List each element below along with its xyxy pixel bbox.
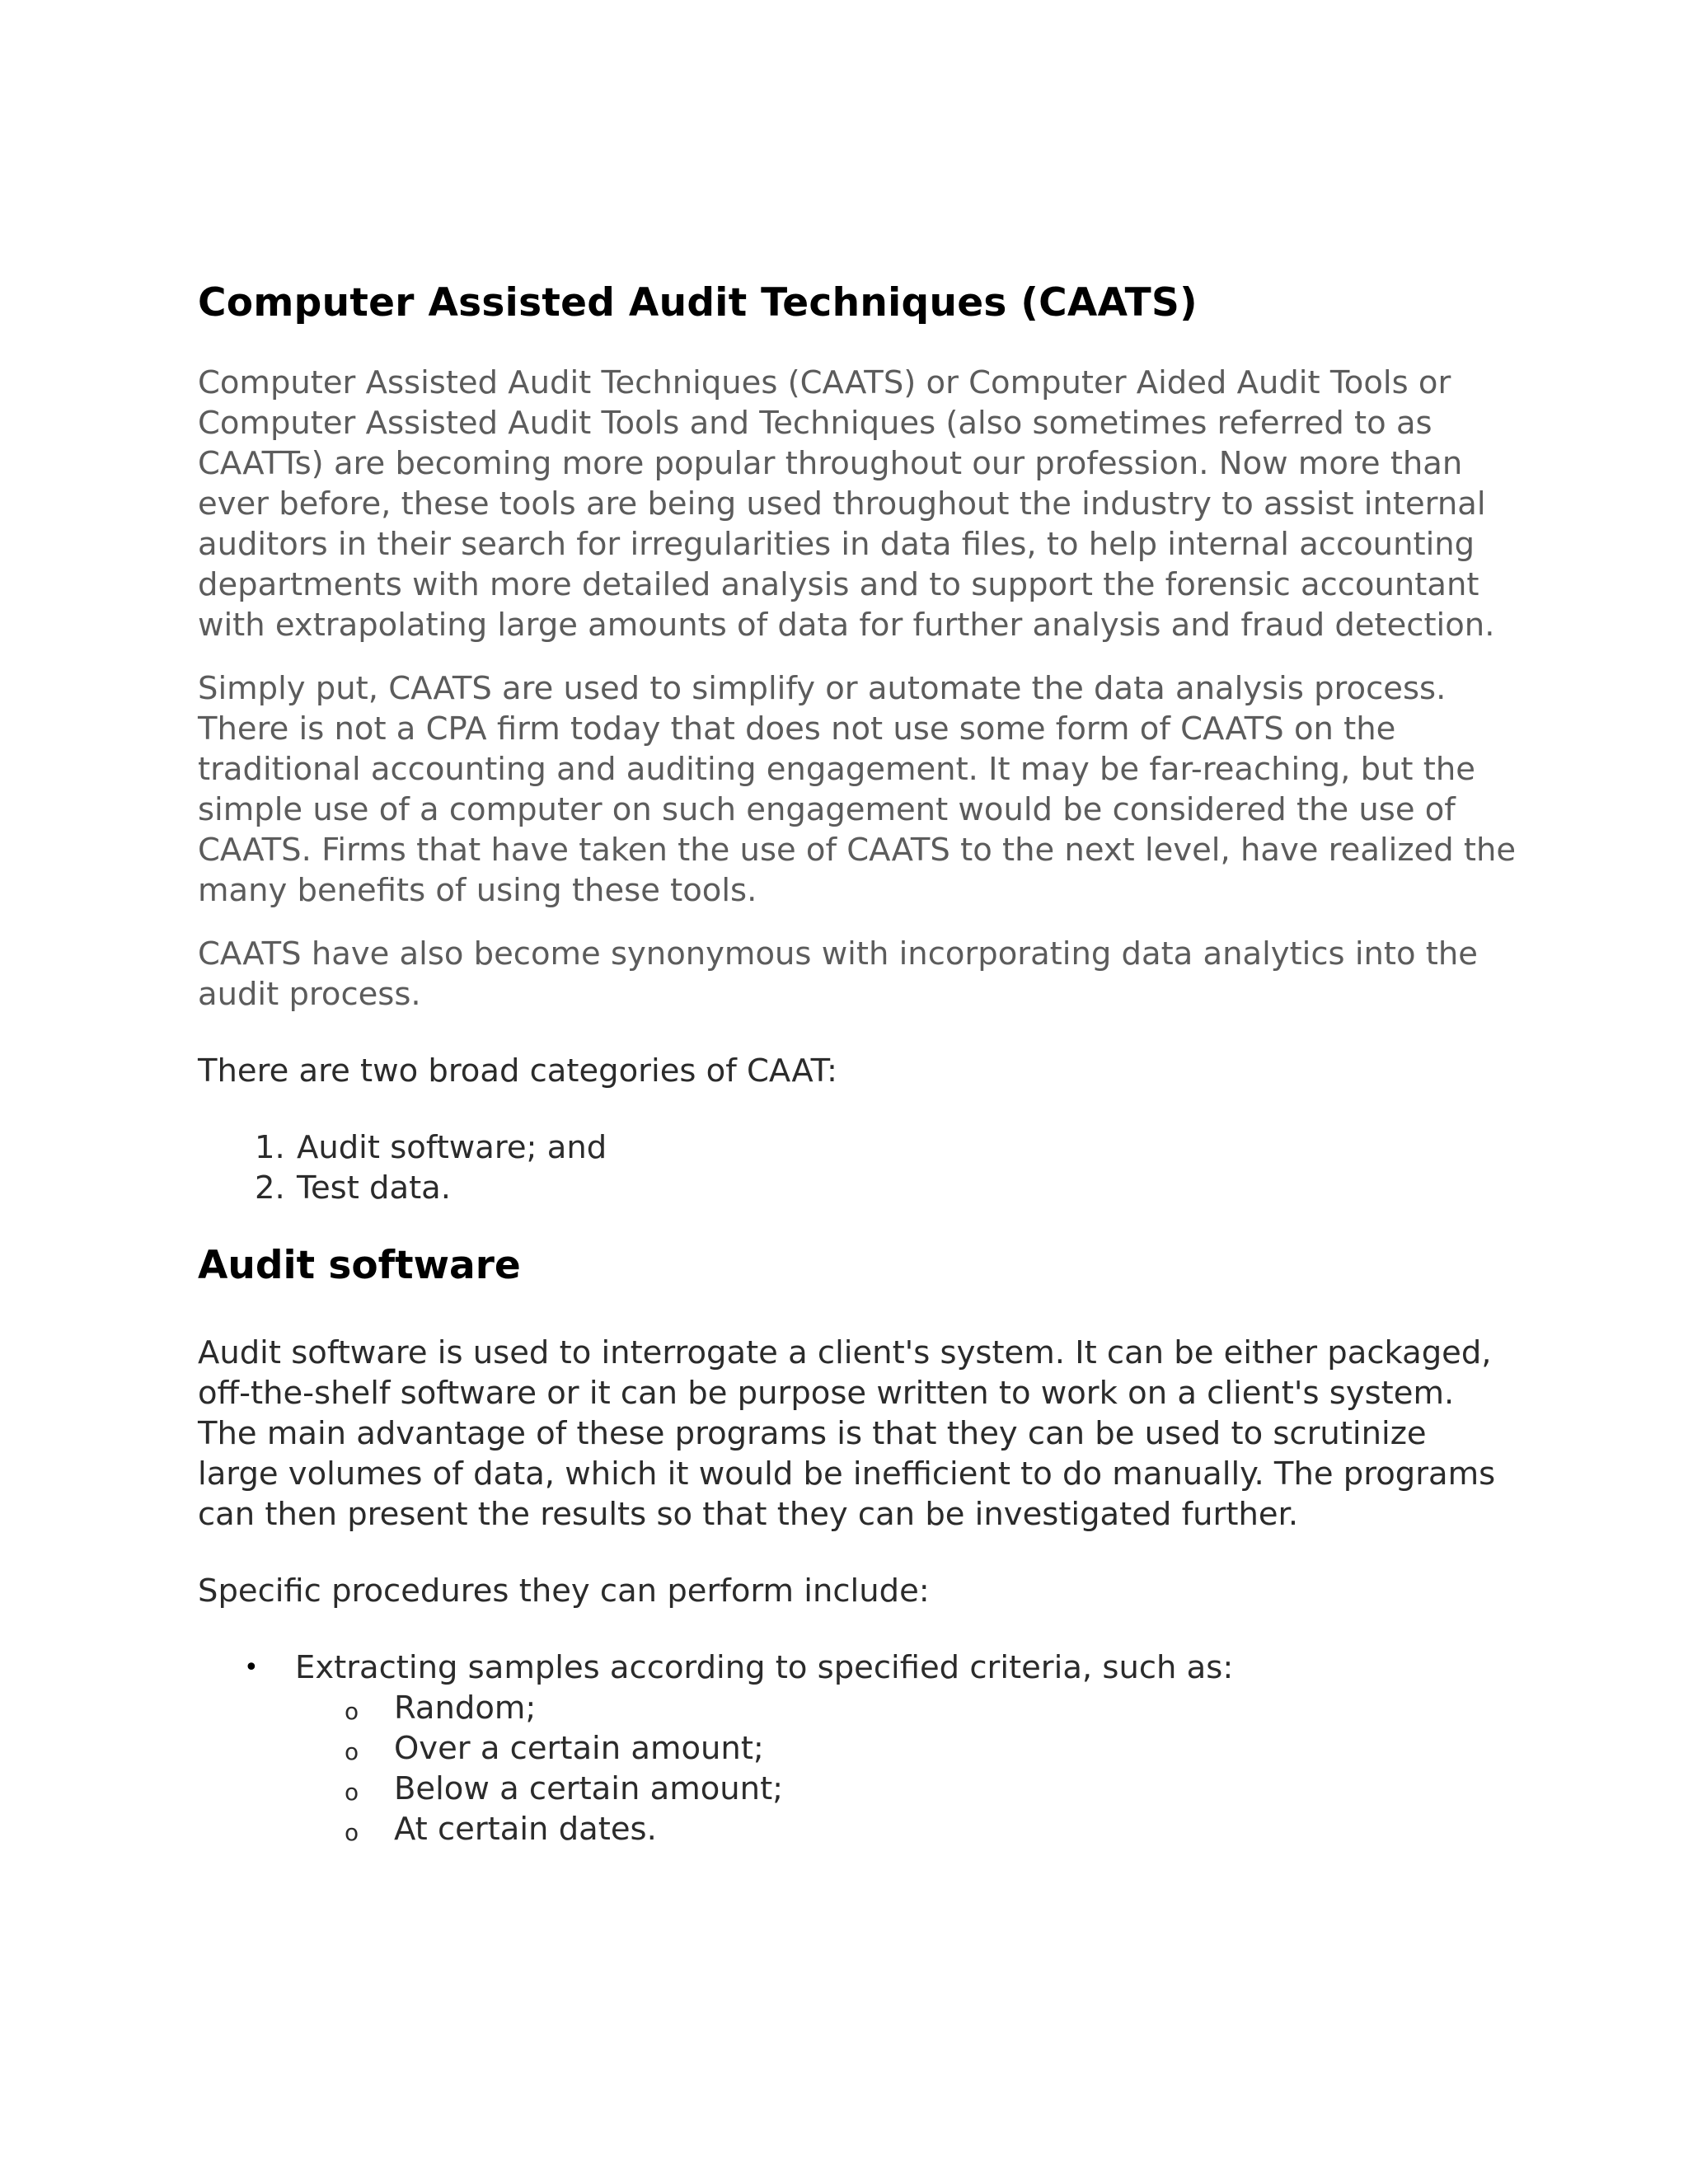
- list-item: 2. Test data.: [295, 1168, 1517, 1208]
- intro-paragraph-2: Simply put, CAATS are used to simplify or automate the data analysis process. There is not a CPA firm today that does not use some form of CAATS on the traditional accounting and auditing engagement. It may be far-reaching, but the simple use of a computer on such engagement would be considered the use of CAATS. Firms that have taken the use of CAATS to the next level, have realized the many benefits of using these tools.: [198, 670, 1517, 910]
- document-title: Computer Assisted Audit Techniques (CAATS): [198, 280, 1198, 326]
- criteria-item-text: Below a certain amount;: [394, 1769, 784, 1807]
- list-item: [345, 1688, 1517, 1728]
- bullet-icon: •: [244, 1652, 259, 1682]
- criteria-item-text: At certain dates.: [394, 1810, 657, 1848]
- sub-bullet-icon: o: [345, 1697, 359, 1725]
- section-paragraph: Audit software is used to interrogate a client's system. It can be either packaged, off-the-shelf software or it can be purpose written to work on a client's system. The main advantage of these programs is that they can be used to scrutinize large volumes of data, which it would be inefficient to do manually. The programs can then present the results so that they can be investigated further.: [198, 1333, 1496, 1533]
- intro-paragraph-1: Computer Assisted Audit Techniques (CAATS) or Computer Aided Audit Tools or Computer Assisted Audit Tools and Techniques (also sometimes referred to as CAATTs) are becoming more popular throughout our profession. Now more than ever before, these tools are being used throughout the industry to assist internal auditors in their search for irregularities in data files, to help internal accounting departments with more detailed analysis and to support the forensic accountant with extrapolating large amounts of data for further analysis and fraud detection.: [198, 364, 1495, 644]
- sub-bullet-icon: o: [345, 1737, 359, 1765]
- list-item: [244, 1647, 1517, 1849]
- section-heading: Audit software: [198, 1243, 521, 1289]
- categories-list: [198, 1127, 1517, 1208]
- categories-intro: There are two broad categories of CAAT:: [198, 1052, 837, 1090]
- criteria-item-text: Over a certain amount;: [394, 1729, 764, 1767]
- intro-paragraph-3: CAATS have also become synonymous with incorporating data analytics into the audit process.: [198, 935, 1478, 1014]
- sub-bullet-icon: o: [345, 1778, 359, 1806]
- procedures-list: [198, 1647, 1517, 1849]
- list-item: [345, 1769, 1517, 1809]
- list-item: [345, 1728, 1517, 1769]
- criteria-list: [295, 1688, 1517, 1849]
- procedure-item-text: Extracting samples according to specified criteria, such as:: [295, 1648, 1234, 1686]
- criteria-item-text: Random;: [394, 1689, 537, 1727]
- list-item: 1. Audit software; and: [295, 1127, 1517, 1168]
- sub-bullet-icon: o: [345, 1818, 359, 1846]
- document-content: [198, 280, 1517, 1849]
- procedures-intro: Specific procedures they can perform include:: [198, 1572, 930, 1610]
- list-item: [345, 1809, 1517, 1849]
